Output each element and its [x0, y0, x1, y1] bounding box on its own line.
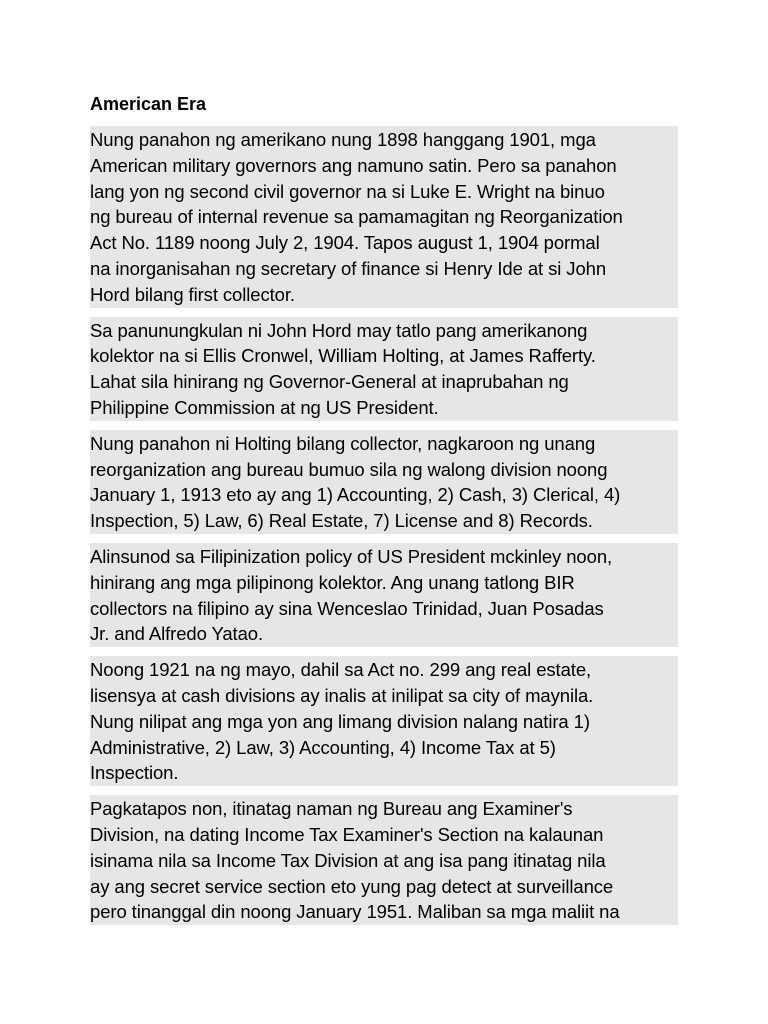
- paragraph-6: [90, 795, 678, 925]
- text-line: Sa panunungkulan ni John Hord may tatlo pang amerikanong: [90, 319, 588, 341]
- text-line: Hord bilang first collector.: [90, 283, 295, 305]
- text-line: hinirang ang mga pilipinong kolektor. Ang unang tatlong BIR: [90, 571, 575, 593]
- text-line: Jr. and Alfredo Yatao.: [90, 623, 263, 645]
- paragraph-2: [90, 317, 678, 421]
- text-line: Lahat sila hinirang ng Governor-General at inaprubahan ng: [90, 371, 569, 393]
- text-line: Nung panahon ni Holting bilang collector, nagkaroon ng unang: [90, 432, 596, 454]
- text-line: Division, na dating Income Tax Examiner's Section na kalaunan: [90, 823, 604, 845]
- text-line: Pagkatapos non, itinatag naman ng Bureau ang Examiner's: [90, 798, 573, 820]
- paragraph-5: [90, 656, 678, 786]
- paragraph-4: [90, 543, 678, 647]
- text-line: American military governors ang namuno satin. Pero sa panahon: [90, 154, 617, 176]
- paragraph-1: [90, 126, 678, 308]
- text-line: Inspection, 5) Law, 6) Real Estate, 7) License and 8) Records.: [90, 510, 593, 532]
- text-line: pero tinanggal din noong January 1951. Maliban sa mga maliit na: [90, 901, 620, 923]
- text-line: Alinsunod sa Filipinization policy of US President mckinley noon,: [90, 545, 613, 567]
- text-line: lisensya at cash divisions ay inalis at inilipat sa city of maynila.: [90, 684, 594, 706]
- text-line: ay ang secret service section eto yung pag detect at surveillance: [90, 875, 614, 897]
- text-line: kolektor na si Ellis Cronwel, William Holting, at James Rafferty.: [90, 345, 596, 367]
- text-line: Philippine Commission at ng US President.: [90, 396, 439, 418]
- text-line: Nung panahon ng amerikano nung 1898 hanggang 1901, mga: [90, 129, 596, 150]
- text-line: Administrative, 2) Law, 3) Accounting, 4) Income Tax at 5): [90, 736, 556, 758]
- text-line: January 1, 1913 eto ay ang 1) Accounting, 2) Cash, 3) Clerical, 4): [90, 484, 621, 506]
- text-line: reorganization ang bureau bumuo sila ng walong division noong: [90, 458, 608, 480]
- text-line: na inorganisahan ng secretary of finance si Henry Ide at si John: [90, 257, 607, 279]
- text-line: lang yon ng second civil governor na si Luke E. Wright na binuo: [90, 180, 605, 202]
- text-line: Nung nilipat ang mga yon ang limang division nalang natira 1): [90, 710, 590, 732]
- text-line: Inspection.: [90, 762, 179, 784]
- text-line: collectors na filipino ay sina Wenceslao Trinidad, Juan Posadas: [90, 597, 604, 619]
- paragraph-3: [90, 430, 678, 534]
- text-line: Act No. 1189 noong July 2, 1904. Tapos august 1, 1904 pormal: [90, 232, 600, 254]
- text-line: isinama nila sa Income Tax Division at ang isa pang itinatag nila: [90, 849, 606, 871]
- text-line: Noong 1921 na ng mayo, dahil sa Act no. 299 ang real estate,: [90, 659, 592, 681]
- document-page: [90, 92, 678, 934]
- text-line: ng bureau of internal revenue sa pamamagitan ng Reorganization: [90, 206, 623, 228]
- page-title: American Era: [90, 94, 207, 114]
